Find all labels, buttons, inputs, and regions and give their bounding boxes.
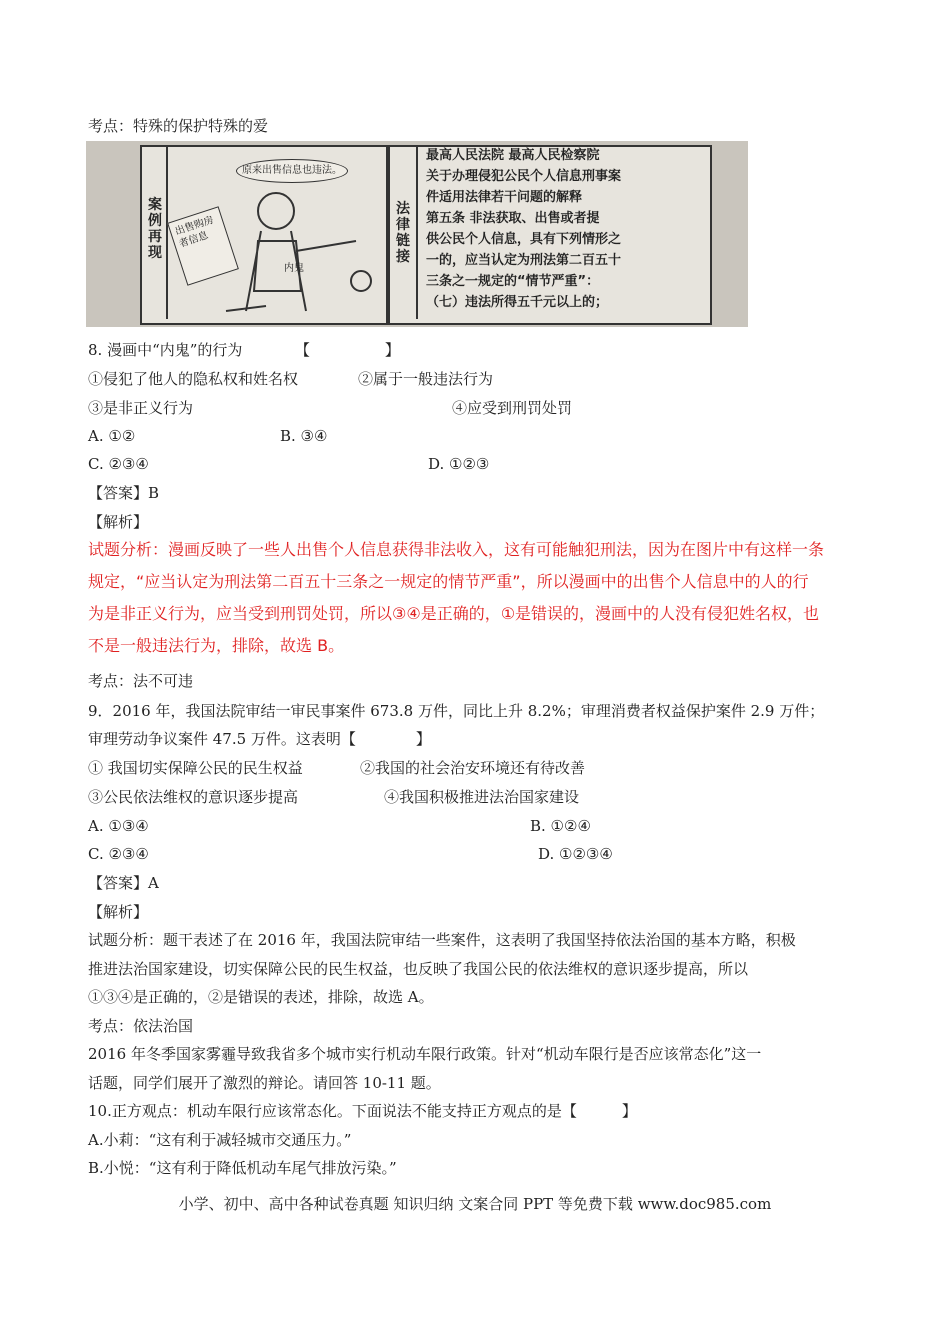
q9-answer: 【答案】A xyxy=(88,874,159,892)
kaodian-1: 考点：特殊的保护特殊的爱 xyxy=(88,117,269,135)
q8-choice-d: D. ①②③ xyxy=(428,455,490,473)
q8-analysis-line: 规定，“应当认定为刑法第二百五十三条之一规定的情节严重”，所以漫画中的出售个人信息中的人的行 xyxy=(88,572,809,591)
q9-option-1: ① 我国切实保障公民的民生权益 xyxy=(88,759,303,777)
q10-choice-b: B.小悦：“这有利于降低机动车尾气排放污染。” xyxy=(88,1159,397,1177)
q9-choice-b: B. ①②④ xyxy=(530,817,591,835)
comic-right-label: 法 律 链 接 xyxy=(396,201,410,265)
comic-sign: 出售购房者信息 xyxy=(167,206,239,285)
q9-option-4: ④我国积极推进法治国家建设 xyxy=(384,788,580,806)
q8-choice-b: B. ③④ xyxy=(280,427,328,445)
q9-analysis-line: 推进法治国家建设，切实保障公民的民生权益，也反映了我国公民的依法维权的意识逐步提高，所以 xyxy=(88,960,749,978)
q8-analysis-head: 【解析】 xyxy=(88,513,149,531)
comic-divider xyxy=(416,147,418,319)
q8-option-4: ④应受到刑罚处罚 xyxy=(452,399,573,417)
q9-choice-c: C. ②③④ xyxy=(88,845,149,863)
q9-choice-a: A. ①③④ xyxy=(88,817,149,835)
comic-speech-bubble: 原来出售信息也违法。 xyxy=(236,159,348,183)
comic-figure-drawing xyxy=(206,171,376,321)
q10-stem: 10.正方观点：机动车限行应该常态化。下面说法不能支持正方观点的是【 】 xyxy=(88,1102,637,1120)
intro-line: 2016 年冬季国家雾霾导致我省多个城市实行机动车限行政策。针对“机动车限行是否应该常态化”这一 xyxy=(88,1045,762,1063)
q9-kaodian: 考点：依法治国 xyxy=(88,1017,194,1035)
q8-analysis-line: 为是非正义行为，应当受到刑罚处罚，所以③④是正确的，①是错误的，漫画中的人没有侵犯姓名权，也 xyxy=(88,604,820,623)
q9-analysis-head: 【解析】 xyxy=(88,903,149,921)
comic-left-label: 案 例 再 现 xyxy=(148,197,162,261)
q8-option-3: ③是非正义行为 xyxy=(88,399,194,417)
q9-choice-d: D. ①②③④ xyxy=(538,845,613,863)
q9-stem-1: 9．2016 年，我国法院审结一审民事案件 673.8 万件，同比上升 8.2%；审理消费者权益保护案件 2.9 万件； xyxy=(88,702,825,720)
q8-stem: 8. 漫画中“内鬼”的行为 【 】 xyxy=(88,341,400,359)
q8-choice-c: C. ②③④ xyxy=(88,455,149,473)
q9-option-3: ③公民依法维权的意识逐步提高 xyxy=(88,788,299,806)
q8-choice-a: A. ①② xyxy=(88,427,136,445)
q9-stem-2: 审理劳动争议案件 47.5 万件。这表明【 】 xyxy=(88,730,431,748)
q9-analysis-line: 试题分析：题干表述了在 2016 年，我国法院审结一些案件，这表明了我国坚持依法治国的基本方略，积极 xyxy=(88,931,796,949)
q8-kaodian: 考点：法不可违 xyxy=(88,672,194,690)
q8-analysis-line: 不是一般违法行为，排除，故选 B。 xyxy=(88,636,345,655)
q8-option-1: ①侵犯了他人的隐私权和姓名权 xyxy=(88,370,299,388)
comic-figure xyxy=(86,141,748,327)
q9-analysis-line: ①③④是正确的，②是错误的表述，排除，故选 A。 xyxy=(88,988,434,1006)
comic-law-text: 最高人民法院 最高人民检察院 关于办理侵犯公民个人信息刑事案 件适用法律若干问题的解释 第五条 非法获取、出售或者提 供公民个人信息，具有下列情形之 一的，应当认定为刑法第二百五十 三条之一规定的“情节严重”： （七）违法所得五千元以上的； xyxy=(426,148,622,310)
page-footer: 小学、初中、高中各种试卷真题 知识归纳 文案合同 PPT 等免费下载 www.doc985.com xyxy=(178,1195,772,1213)
q8-answer: 【答案】B xyxy=(88,484,160,502)
intro-line: 话题，同学们展开了激烈的辩论。请回答 10-11 题。 xyxy=(88,1074,441,1092)
q10-choice-a: A.小莉：“这有利于减轻城市交通压力。” xyxy=(88,1131,352,1149)
comic-divider xyxy=(166,147,168,319)
q8-option-2: ②属于一般违法行为 xyxy=(358,370,494,388)
comic-person-tag: 内鬼 xyxy=(284,263,304,274)
q8-analysis-line: 试题分析：漫画反映了一些人出售个人信息获得非法收入，这有可能触犯刑法，因为在图片中有这样一条 xyxy=(88,540,825,559)
q9-option-2: ②我国的社会治安环境还有待改善 xyxy=(360,759,586,777)
